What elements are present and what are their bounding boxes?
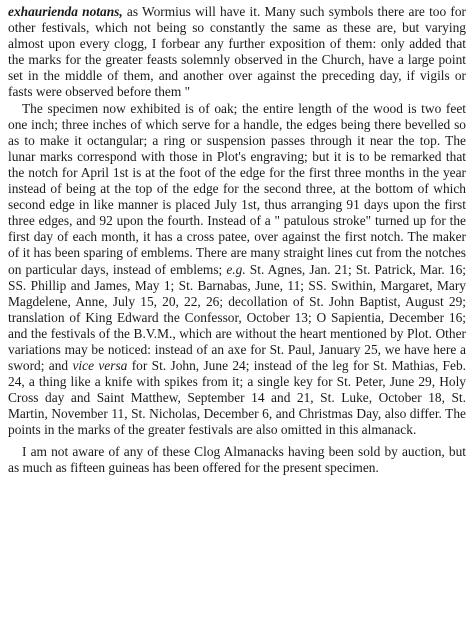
paragraph-2-text-a: The specimen now exhibited is of oak; the entire length of the wood is two feet one inch; three inches of which serve for a handle, the edges being there bevelled so as to make it octangular; a ring or suspension passes through it near the top. The lunar marks correspond with those in Plot's engraving; but it is to be remarked that the notch for April 1st is at the foot of the edge for the first three months in the year instead of being at the top of the edge for the second three, at the bottom of which second edge in like manner is placed July 1st, thus arranging 91 days upon the first three edges, and 92 upon the fourth. Instead of a " patulous stroke" turned up for the first day of each month, it has a cross patee, over against the first notch. The maker of it has been sparing of emblems. There are many straight lines cut from the notches on particular days, instead of emblems; — [8, 100, 466, 277]
eg-italic: e.g. — [226, 261, 246, 277]
paragraph-2-text-c: for St. John, June 24; instead of the leg for St. Mathias, Feb. 24, a thing like a knife with spikes from it; a single key for St. Peter, June 29, Holy Cross day and Saint Matthew, September 14 and 21, St. Luke, October 18, St. Martin, November 11, St. Nicholas, December 6, and Christmas Day, also differ. The points in the marks of the greater festivals are also omitted in this almanack. — [8, 358, 466, 438]
paragraph-3-text: I am not aware of any of these Clog Almanacks having been sold by auction, but as much as fifteen guineas has been offered for the present specimen. — [8, 443, 466, 475]
paragraph-2 — [8, 101, 466, 439]
italic-lead-phrase: exhaurienda notans, — [8, 4, 123, 19]
paragraph-2-text-b: St. Agnes, Jan. 21; St. Patrick, Mar. 16; SS. Phillip and James, May 1; St. Barnabas, June, 11; SS. Swithin, Margaret, Mary Magdelene, Anne, July 15, 20, 22, 26; decollation of St. John Baptist, August 29; translation of King Edward the Confessor, October 13; O Sapientia, December 16; and the festivals of the B.V.M., which are without the heart mentioned by Plot. Other variations may be noticed: instead of an axe for St. Paul, January 25, we have here a sword; and — [8, 261, 466, 374]
vice-versa-italic: vice versa — [72, 358, 128, 374]
paragraph-1-text: as Wormius will have it. Many such symbols there are too for other festivals, which not being so constantly the same as these are, but varying almost upon every clogg, I forbear any further exposition of them: only added that the marks for the greater feasts solemnly observed in the Church, have a large point set in the middle of them, and another over against the preceding day, if vigils or fasts were observed before them " — [8, 4, 466, 100]
paragraph-1 — [8, 4, 466, 101]
paragraph-3 — [8, 444, 466, 476]
